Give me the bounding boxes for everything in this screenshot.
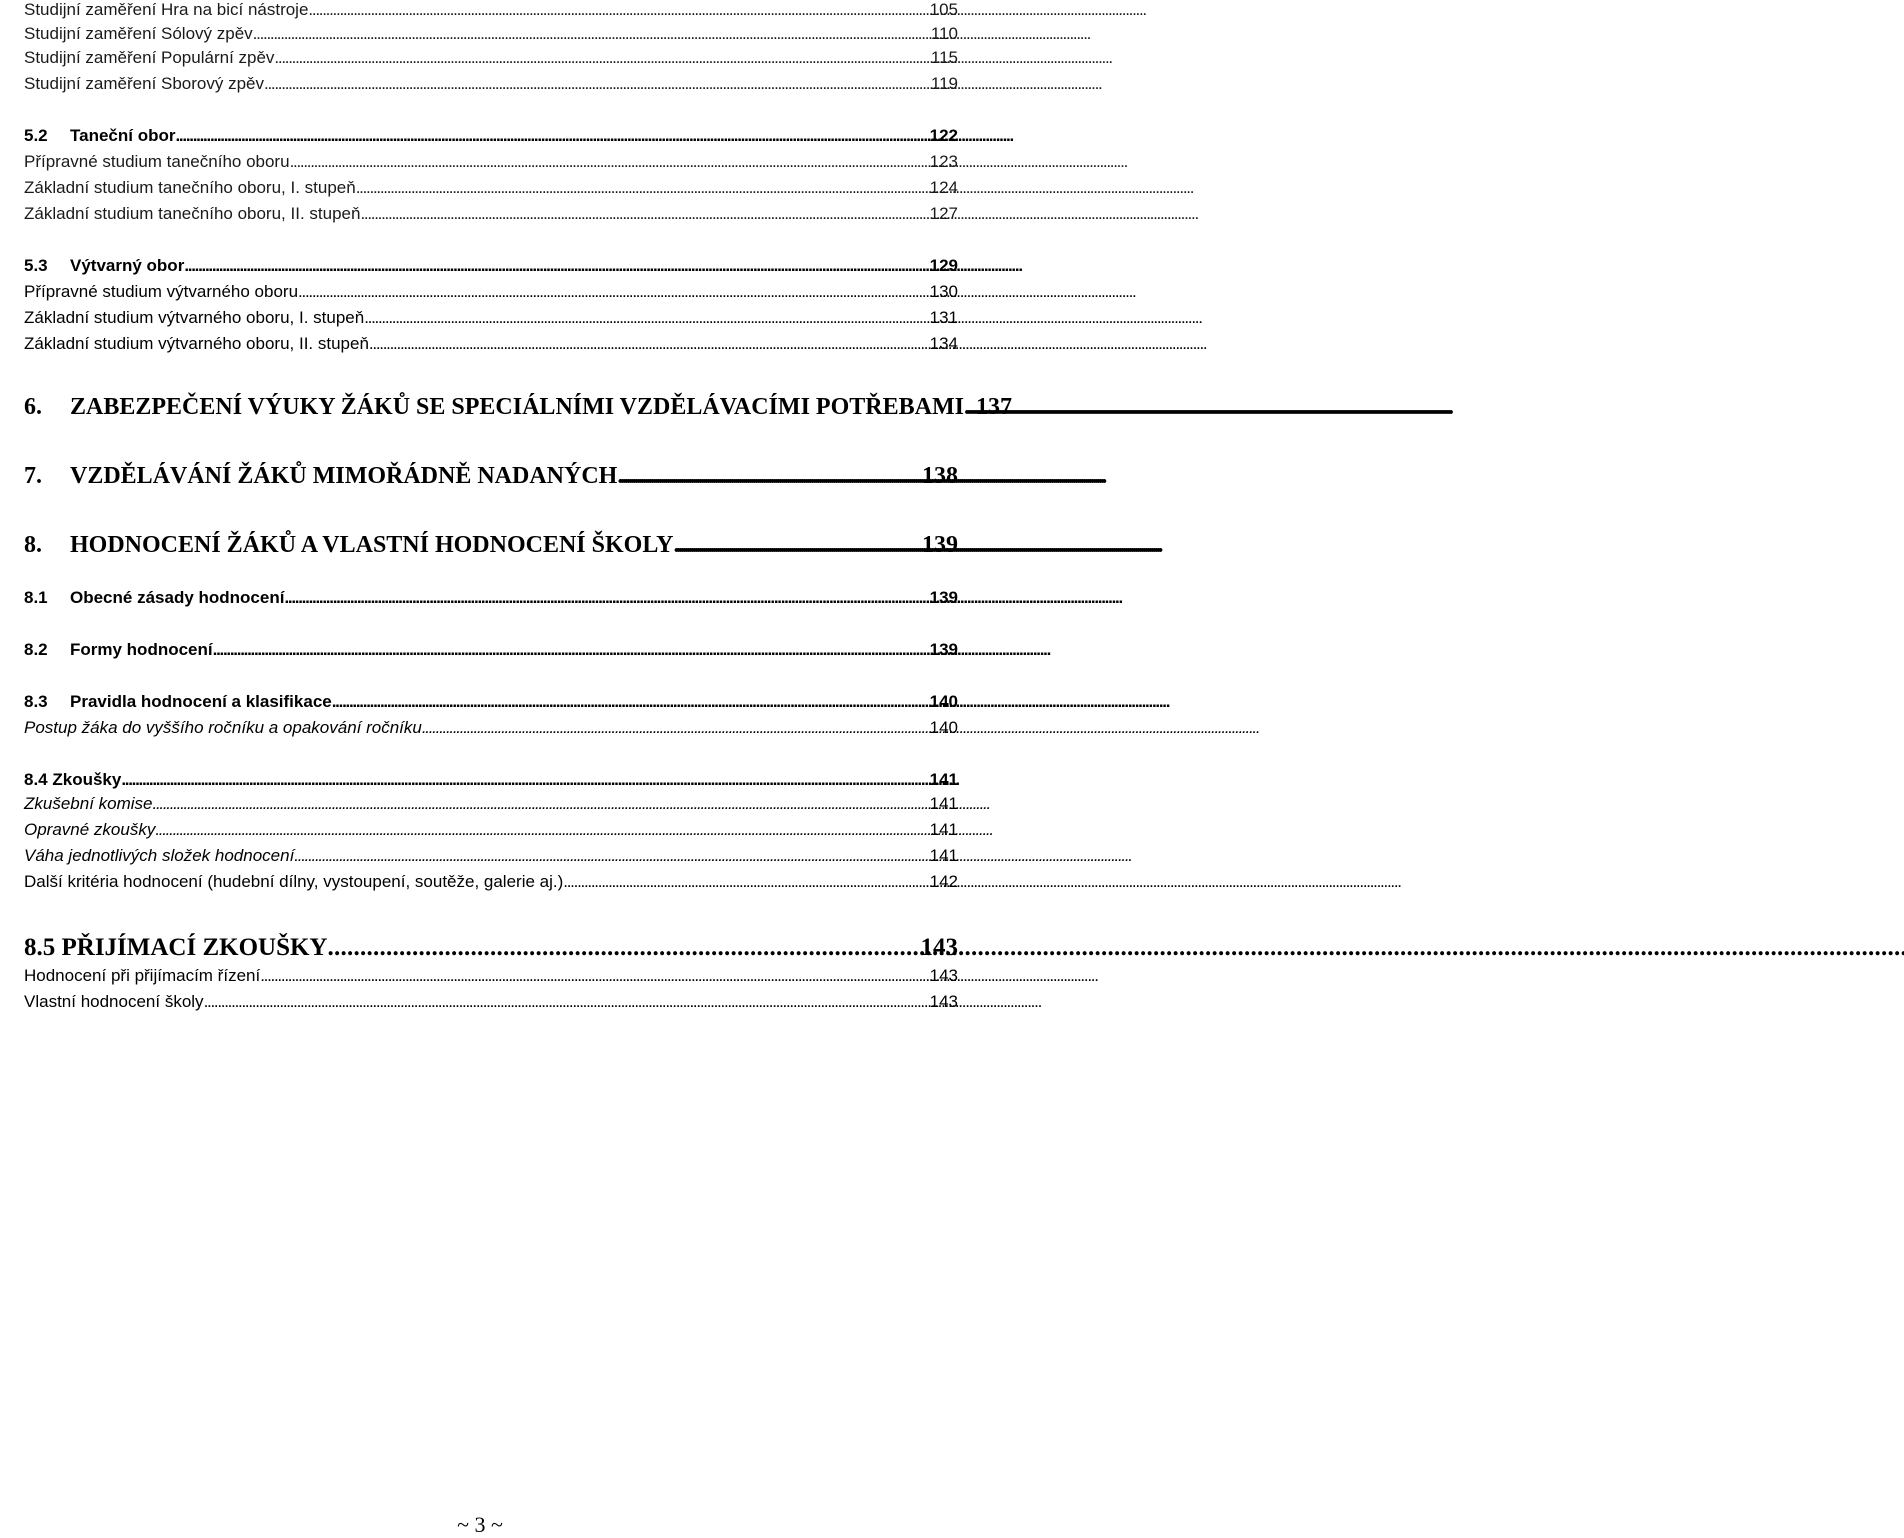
toc-entry-title: Přípravné studium tanečního oboru bbox=[24, 152, 290, 171]
toc-entry[interactable] bbox=[24, 48, 960, 72]
toc-leader bbox=[290, 152, 928, 172]
toc-section-title: Pravidla hodnocení a klasifikace bbox=[70, 692, 332, 711]
toc-leader bbox=[964, 394, 974, 421]
toc-entry[interactable] bbox=[24, 74, 960, 98]
toc-page-number: 140 bbox=[929, 718, 958, 737]
toc-chapter-title: ZABEZPEČENÍ VÝUKY ŽÁKŮ SE SPECIÁLNÍMI VZDĚLÁVACÍMI POTŘEBAMI bbox=[70, 394, 964, 420]
toc-entry[interactable] bbox=[24, 718, 960, 742]
toc-section-number: 5.2 bbox=[24, 126, 48, 145]
toc-leader bbox=[274, 48, 928, 68]
toc-section-number: 5.3 bbox=[24, 256, 48, 275]
toc-leader bbox=[213, 640, 928, 660]
toc-entry-title: Základní studium tanečního oboru, II. stupeň bbox=[24, 204, 361, 223]
toc-section[interactable] bbox=[24, 126, 960, 150]
toc-leader bbox=[369, 334, 928, 354]
toc-chapter[interactable] bbox=[24, 463, 960, 495]
toc-chapter-title: 8.5 PŘIJÍMACÍ ZKOUŠKY bbox=[24, 934, 328, 961]
toc-entry[interactable] bbox=[24, 966, 960, 990]
toc-leader bbox=[121, 770, 927, 790]
toc-leader bbox=[253, 24, 929, 44]
toc-leader bbox=[360, 204, 927, 224]
toc-section-number: 8.3 bbox=[24, 692, 48, 711]
toc-entry[interactable] bbox=[24, 992, 960, 1016]
toc-leader bbox=[175, 126, 927, 146]
toc-page-number: 139 bbox=[929, 588, 958, 607]
toc-entry[interactable] bbox=[24, 24, 960, 48]
toc-page-number: 105 bbox=[929, 0, 958, 19]
toc-page-number: 143 bbox=[920, 934, 958, 961]
page-number: ~ 3 ~ bbox=[457, 1512, 503, 1537]
toc-page-number: 134 bbox=[929, 334, 958, 353]
toc-entry-title: Opravné zkoušky bbox=[24, 820, 156, 839]
toc-leader bbox=[617, 463, 920, 490]
toc-chapter-number: 7. bbox=[24, 463, 42, 489]
toc-section-title: Taneční obor bbox=[70, 126, 176, 145]
toc-entry-title: Zkušební komise bbox=[24, 794, 153, 813]
toc-chapter-title: VZDĚLÁVÁNÍ ŽÁKŮ MIMOŘÁDNĚ NADANÝCH bbox=[70, 463, 618, 489]
toc-section[interactable] bbox=[24, 256, 960, 280]
toc-chapter-number: 8. bbox=[24, 532, 42, 558]
toc-page-number: 139 bbox=[929, 640, 958, 659]
toc-entry-title: Váha jednotlivých složek hodnocení bbox=[24, 846, 295, 865]
toc-page-number: 138 bbox=[922, 463, 958, 489]
toc-page-number: 123 bbox=[929, 152, 958, 171]
toc-entry-title: Postup žáka do vyššího ročníku a opakování ročníku bbox=[24, 718, 422, 737]
toc-page-number: 129 bbox=[929, 256, 958, 275]
toc-leader bbox=[153, 794, 928, 814]
toc-entry-title: Základní studium výtvarného oboru, II. stupeň bbox=[24, 334, 369, 353]
toc-entry-title: Studijní zaměření Sólový zpěv bbox=[24, 24, 253, 43]
toc-page-number: 137 bbox=[975, 394, 1012, 420]
toc-section-title: Formy hodnocení bbox=[70, 640, 213, 659]
toc-chapter-number: 6. bbox=[24, 394, 42, 420]
toc-entry[interactable] bbox=[24, 178, 960, 202]
toc-chapter[interactable] bbox=[24, 394, 1012, 426]
toc-page-number: 143 bbox=[929, 966, 958, 985]
toc-leader bbox=[260, 966, 927, 986]
toc-page-number: 141 bbox=[929, 820, 958, 839]
toc-entry-title: Studijní zaměření Populární zpěv bbox=[24, 48, 275, 67]
toc-leader bbox=[298, 282, 928, 302]
toc-leader bbox=[328, 934, 919, 962]
toc-section-number: 8.1 bbox=[24, 588, 48, 607]
toc-leader bbox=[184, 256, 927, 276]
toc-leader bbox=[422, 718, 928, 738]
toc-entry-title: Hodnocení při přijímacím řízení bbox=[24, 966, 261, 985]
toc-entry-title: Další kritéria hodnocení (hudební dílny, vystoupení, soutěže, galerie aj.) bbox=[24, 872, 564, 891]
toc-entry[interactable] bbox=[24, 846, 960, 870]
toc-page-number: 141 bbox=[929, 794, 958, 813]
toc-page-number: 122 bbox=[929, 126, 958, 145]
toc-chapter[interactable] bbox=[24, 934, 960, 966]
toc-entry-title: Základní studium tanečního oboru, I. stupeň bbox=[24, 178, 356, 197]
toc-chapter-title: HODNOCENÍ ŽÁKŮ A VLASTNÍ HODNOCENÍ ŠKOLY bbox=[70, 532, 674, 558]
toc-page-number: 131 bbox=[929, 308, 958, 327]
toc-section[interactable] bbox=[24, 692, 960, 716]
toc-leader bbox=[356, 178, 928, 198]
toc-section-title: Obecné zásady hodnocení bbox=[70, 588, 285, 607]
toc-page-number: 143 bbox=[929, 992, 958, 1011]
toc-leader bbox=[284, 588, 927, 608]
toc-entry[interactable] bbox=[24, 334, 960, 358]
toc-page-number: 127 bbox=[929, 204, 958, 223]
toc-page-number: 124 bbox=[929, 178, 958, 197]
toc-entry[interactable] bbox=[24, 794, 960, 818]
toc-leader bbox=[204, 992, 928, 1012]
toc-page-number: 141 bbox=[929, 770, 958, 789]
toc-entry-title: Studijní zaměření Hra na bicí nástroje bbox=[24, 0, 309, 19]
toc-page-number: 130 bbox=[929, 282, 958, 301]
toc-page-number: 141 bbox=[929, 846, 958, 865]
toc-leader bbox=[294, 846, 927, 866]
toc-entry-title: Přípravné studium výtvarného oboru bbox=[24, 282, 299, 301]
toc-section-number: 8.2 bbox=[24, 640, 48, 659]
toc-page-number: 142 bbox=[929, 872, 958, 891]
toc-page-number: 140 bbox=[929, 692, 958, 711]
toc-entry[interactable] bbox=[24, 282, 960, 306]
toc-page-number: 110 bbox=[930, 24, 958, 43]
toc-section[interactable] bbox=[24, 770, 960, 794]
toc-section-title: 8.4 Zkoušky bbox=[24, 770, 122, 789]
toc-entry[interactable] bbox=[24, 308, 960, 332]
toc-leader bbox=[332, 692, 928, 712]
toc-leader bbox=[563, 872, 927, 892]
toc-entry-title: Základní studium výtvarného oboru, I. stupeň bbox=[24, 308, 365, 327]
toc-page-number: 115 bbox=[930, 48, 958, 67]
toc-page-number: 139 bbox=[922, 532, 958, 558]
toc-page-number: 119 bbox=[930, 74, 958, 93]
toc-chapter[interactable] bbox=[24, 532, 960, 564]
toc-section-title: Výtvarný obor bbox=[70, 256, 185, 275]
toc-entry-title: Studijní zaměření Sborový zpěv bbox=[24, 74, 265, 93]
toc-entry-title: Vlastní hodnocení školy bbox=[24, 992, 204, 1011]
toc-leader bbox=[264, 74, 929, 94]
toc-entry[interactable] bbox=[24, 872, 960, 896]
toc-entry[interactable] bbox=[24, 204, 960, 228]
toc-entry[interactable] bbox=[24, 820, 960, 844]
toc-leader bbox=[308, 0, 927, 20]
toc-entry[interactable] bbox=[24, 152, 960, 176]
toc-section[interactable] bbox=[24, 588, 960, 612]
toc-entry[interactable] bbox=[24, 0, 960, 24]
toc-leader bbox=[673, 532, 920, 559]
toc-leader bbox=[155, 820, 927, 840]
toc-section[interactable] bbox=[24, 640, 960, 664]
toc-leader bbox=[364, 308, 927, 328]
